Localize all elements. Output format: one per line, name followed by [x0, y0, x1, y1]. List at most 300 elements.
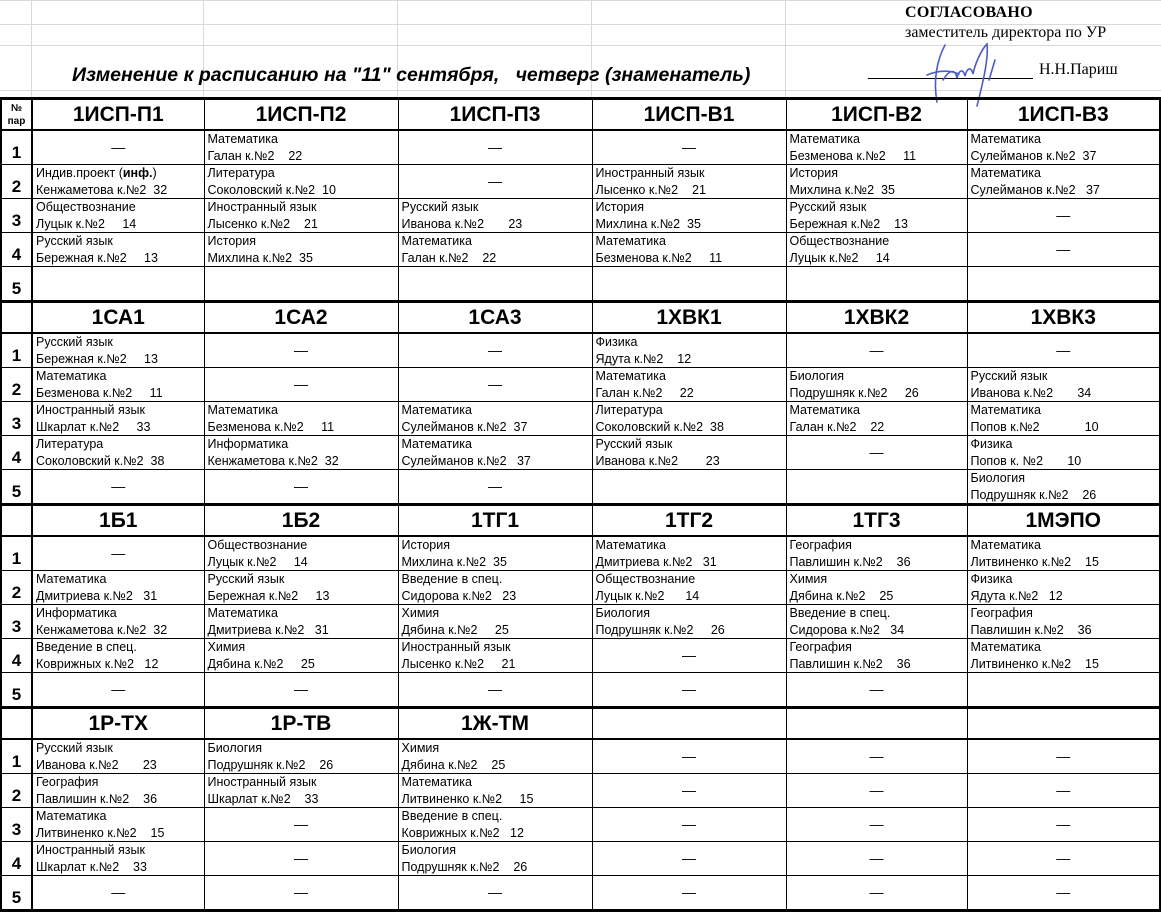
no-lesson-dash: — — [869, 444, 884, 460]
no-lesson-dash: — — [1056, 782, 1071, 798]
lesson-number: 2 — [1, 368, 32, 402]
group-name: 1ИСП-П2 — [204, 99, 398, 131]
lesson-cell — [204, 333, 398, 368]
no-lesson-dash: — — [488, 681, 502, 697]
group-name: 1Р-ТВ — [204, 708, 398, 740]
lesson-row — [1, 402, 1160, 436]
subject-name: Обществознание — [789, 234, 890, 248]
lesson-cell — [967, 673, 1160, 708]
subject-name: Иностранный язык — [595, 166, 705, 180]
subject-name: Математика — [207, 606, 278, 620]
teacher-room: Кенжаметова к.№2 32 — [36, 182, 168, 197]
lesson-cell — [32, 199, 204, 233]
lesson-cell — [204, 673, 398, 708]
teacher-room: Подрушняк к.№2 26 — [789, 385, 919, 400]
lesson-cell — [967, 842, 1160, 876]
teacher-room: Сулейманов к.№2 37 — [970, 182, 1100, 197]
teacher-room: Коврижных к.№2 12 — [401, 825, 524, 840]
lesson-cell — [398, 605, 592, 639]
subject-name: Иностранный язык — [207, 200, 317, 214]
lesson-cell — [398, 876, 592, 911]
no-lesson-dash: — — [294, 342, 308, 358]
lesson-row — [1, 774, 1160, 808]
lesson-cell — [398, 199, 592, 233]
teacher-room: Кенжаметова к.№2 32 — [36, 622, 168, 637]
lesson-cell — [592, 536, 786, 571]
lesson-cell — [786, 333, 967, 368]
teacher-room: Михлина к.№2 35 — [207, 250, 313, 265]
teacher-room: Галан к.№2 22 — [595, 385, 694, 400]
lesson-cell — [204, 639, 398, 673]
lesson-cell — [592, 605, 786, 639]
lesson-cell — [967, 402, 1160, 436]
lesson-number: 3 — [1, 808, 32, 842]
group-header-row — [1, 708, 1160, 740]
subject-name: Математика — [595, 369, 666, 383]
lesson-cell — [204, 165, 398, 199]
group-name: 1СА1 — [32, 302, 204, 334]
teacher-room: Подрушняк к.№2 26 — [401, 859, 528, 874]
teacher-room: Безменова к.№2 11 — [207, 419, 335, 434]
group-name — [592, 708, 786, 740]
group-name: 1Ж-ТМ — [398, 708, 592, 740]
lesson-cell — [398, 267, 592, 302]
subject-name: Введение в спец. — [36, 640, 137, 654]
group-name — [786, 708, 967, 740]
lesson-number: 3 — [1, 605, 32, 639]
lesson-cell — [398, 470, 592, 505]
lesson-cell — [398, 639, 592, 673]
lesson-cell — [967, 739, 1160, 774]
lesson-cell — [32, 368, 204, 402]
subject-name: Введение в спец. — [789, 606, 891, 620]
lesson-row — [1, 333, 1160, 368]
pair-label: пар — [7, 115, 26, 127]
group-name — [967, 708, 1160, 740]
gridline — [31, 0, 32, 97]
no-lesson-dash: — — [294, 850, 308, 866]
lesson-cell — [967, 774, 1160, 808]
subject-name: История — [207, 234, 256, 248]
subject-name: Иностранный язык — [36, 843, 145, 857]
lesson-cell — [967, 233, 1160, 267]
subject-bold-text: инф. — [122, 166, 153, 180]
page-title: Изменение к расписанию на "11" сентября, четверг (знаменатель) — [72, 64, 751, 86]
no-lesson-dash: — — [294, 376, 308, 392]
subject-name: Иностранный язык — [207, 775, 317, 789]
lesson-number: 5 — [1, 470, 32, 505]
teacher-room: Бережная к.№2 13 — [207, 588, 330, 603]
lesson-cell — [592, 368, 786, 402]
subject-name: Биология — [789, 369, 845, 383]
lesson-cell — [786, 605, 967, 639]
lesson-cell — [967, 199, 1160, 233]
no-lesson-dash: — — [111, 884, 126, 900]
lesson-cell — [786, 436, 967, 470]
lesson-cell — [592, 639, 786, 673]
no-lesson-dash: — — [869, 342, 884, 358]
no-lesson-dash: — — [488, 376, 502, 392]
teacher-room: Галан к.№2 22 — [207, 148, 303, 163]
lesson-number: 4 — [1, 639, 32, 673]
teacher-room: Безменова к.№2 11 — [595, 250, 723, 265]
lesson-number: 2 — [1, 571, 32, 605]
group-name: 1ТГ1 — [398, 505, 592, 537]
lesson-row — [1, 267, 1160, 302]
subject-name: Обществознание — [595, 572, 696, 586]
subject-name: География — [970, 606, 1033, 620]
lesson-cell — [967, 130, 1160, 165]
teacher-room: Луцык к.№2 14 — [36, 216, 137, 231]
lesson-cell — [786, 536, 967, 571]
subject-name: Математика — [970, 166, 1041, 180]
teacher-room: Литвиненко к.№2 15 — [401, 791, 534, 806]
lesson-cell — [786, 774, 967, 808]
subject-name: Биология — [207, 741, 263, 755]
lesson-number: 1 — [1, 739, 32, 774]
lesson-cell — [32, 808, 204, 842]
lesson-cell — [204, 470, 398, 505]
teacher-room: Кенжаметова к.№2 32 — [207, 453, 339, 468]
no-lesson-dash: — — [111, 478, 126, 494]
lesson-number: 1 — [1, 536, 32, 571]
teacher-room: Сидорова к.№2 23 — [401, 588, 517, 603]
lesson-cell — [32, 536, 204, 571]
lesson-number: 3 — [1, 199, 32, 233]
lesson-cell — [967, 333, 1160, 368]
lesson-cell — [786, 571, 967, 605]
lesson-row — [1, 808, 1160, 842]
lesson-cell — [592, 199, 786, 233]
lesson-cell — [204, 739, 398, 774]
teacher-room: Павлишин к.№2 36 — [789, 554, 911, 569]
subject-name: География — [36, 775, 99, 789]
lesson-row — [1, 571, 1160, 605]
no-lesson-dash: — — [1056, 748, 1071, 764]
teacher-room: Павлишин к.№2 36 — [789, 656, 911, 671]
group-name: 1ИСП-П3 — [398, 99, 592, 131]
subject-name: Введение в спец. — [401, 809, 503, 823]
group-header-row — [1, 505, 1160, 537]
subject-name: Математика — [789, 132, 860, 146]
lesson-cell — [786, 130, 967, 165]
teacher-room: Бережная к.№2 13 — [36, 250, 158, 265]
lesson-cell — [592, 571, 786, 605]
lesson-cell — [32, 639, 204, 673]
subject-text: Индив.проект ( — [36, 166, 123, 180]
subject-name: Математика — [36, 809, 107, 823]
no-lesson-dash: — — [682, 748, 696, 764]
teacher-room: Дябина к.№2 25 — [207, 656, 315, 671]
lesson-cell — [204, 774, 398, 808]
teacher-room: Дмитриева к.№2 31 — [36, 588, 158, 603]
group-name: 1Б2 — [204, 505, 398, 537]
lesson-number-header — [1, 505, 32, 537]
teacher-room: Луцык к.№2 14 — [595, 588, 700, 603]
lesson-cell — [786, 402, 967, 436]
subject-text-end: ) — [152, 166, 157, 180]
teacher-room: Шкарлат к.№2 33 — [36, 859, 147, 874]
no-lesson-dash: — — [111, 545, 126, 561]
lesson-cell — [32, 165, 204, 199]
teacher-room: Лысенко к.№2 21 — [207, 216, 318, 231]
group-name: 1ИСП-П1 — [32, 99, 204, 131]
lesson-cell — [398, 368, 592, 402]
lesson-row — [1, 368, 1160, 402]
teacher-room: Михлина к.№2 35 — [401, 554, 507, 569]
approver-name: Н.Н.Париш — [1039, 61, 1118, 78]
subject-name: Физика — [595, 335, 638, 349]
teacher-room: Галан к.№2 22 — [789, 419, 885, 434]
lesson-cell — [786, 739, 967, 774]
lesson-number: 1 — [1, 333, 32, 368]
no-lesson-dash: — — [682, 850, 696, 866]
teacher-room: Шкарлат к.№2 33 — [36, 419, 151, 434]
teacher-room: Соколовский к.№2 38 — [595, 419, 724, 434]
teacher-room: Коврижных к.№2 12 — [36, 656, 159, 671]
group-name: 1СА3 — [398, 302, 592, 334]
teacher-room: Лысенко к.№2 21 — [595, 182, 706, 197]
teacher-room: Шкарлат к.№2 33 — [207, 791, 319, 806]
group-name: 1ИСП-В3 — [967, 99, 1160, 131]
lesson-cell — [786, 199, 967, 233]
lesson-cell — [204, 233, 398, 267]
subject-name: Биология — [595, 606, 651, 620]
lesson-row — [1, 199, 1160, 233]
no-lesson-dash: — — [488, 884, 502, 900]
subject-name — [33, 165, 204, 182]
lesson-cell — [967, 470, 1160, 505]
teacher-room: Соколовский к.№2 38 — [36, 453, 165, 468]
group-name: 1ХВК1 — [592, 302, 786, 334]
lesson-cell — [967, 436, 1160, 470]
lesson-cell — [398, 436, 592, 470]
lesson-cell — [967, 368, 1160, 402]
lesson-cell — [592, 842, 786, 876]
lesson-cell — [398, 130, 592, 165]
lesson-cell — [204, 267, 398, 302]
lesson-cell — [398, 673, 592, 708]
subject-name: Русский язык — [36, 335, 113, 349]
lesson-cell — [592, 876, 786, 911]
subject-name: Математика — [970, 538, 1041, 552]
lesson-cell — [398, 165, 592, 199]
subject-name: Введение в спец. — [401, 572, 503, 586]
lesson-number: 4 — [1, 233, 32, 267]
lesson-cell — [592, 233, 786, 267]
subject-name: Математика — [36, 572, 107, 586]
lesson-cell — [204, 368, 398, 402]
lesson-cell — [398, 774, 592, 808]
lesson-number-header — [1, 302, 32, 334]
group-header-row — [1, 99, 1160, 131]
lesson-cell — [592, 436, 786, 470]
lesson-number: 5 — [1, 673, 32, 708]
lesson-cell — [967, 605, 1160, 639]
lesson-cell — [967, 165, 1160, 199]
lesson-cell — [204, 842, 398, 876]
subject-name: Математика — [595, 234, 666, 248]
no-lesson-dash: — — [294, 681, 308, 697]
lesson-cell — [967, 267, 1160, 302]
lesson-cell — [32, 673, 204, 708]
lesson-number: 5 — [1, 876, 32, 911]
teacher-room: Дябина к.№2 25 — [789, 588, 894, 603]
group-name: 1ИСП-В1 — [592, 99, 786, 131]
teacher-room: Дмитриева к.№2 31 — [207, 622, 329, 637]
lesson-number: 1 — [1, 130, 32, 165]
lesson-cell — [592, 808, 786, 842]
lesson-cell — [398, 842, 592, 876]
subject-name: Математика — [207, 132, 278, 146]
lesson-row — [1, 130, 1160, 165]
lesson-cell — [32, 267, 204, 302]
lesson-cell — [786, 470, 967, 505]
lesson-row — [1, 233, 1160, 267]
lesson-cell — [32, 605, 204, 639]
teacher-room: Ядута к.№2 12 — [970, 588, 1063, 603]
subject-name: Обществознание — [207, 538, 308, 552]
lesson-cell — [32, 436, 204, 470]
no-lesson-dash: — — [294, 816, 308, 832]
no-lesson-dash: — — [488, 173, 502, 189]
lesson-cell — [592, 267, 786, 302]
lesson-number: 4 — [1, 842, 32, 876]
subject-name: Математика — [970, 132, 1041, 146]
teacher-room: Сулейманов к.№2 37 — [401, 419, 528, 434]
no-lesson-dash: — — [488, 139, 502, 155]
teacher-room: Соколовский к.№2 10 — [207, 182, 336, 197]
no-lesson-dash: — — [869, 748, 884, 764]
lesson-row — [1, 165, 1160, 199]
lesson-cell — [32, 233, 204, 267]
group-name: 1ИСП-В2 — [786, 99, 967, 131]
group-name: 1ТГ2 — [592, 505, 786, 537]
lesson-cell — [592, 333, 786, 368]
lesson-cell — [32, 774, 204, 808]
lesson-row — [1, 436, 1160, 470]
teacher-room: Сидорова к.№2 34 — [789, 622, 905, 637]
no-lesson-dash: — — [1056, 241, 1071, 257]
group-name: 1СА2 — [204, 302, 398, 334]
lesson-number: 4 — [1, 436, 32, 470]
teacher-room: Иванова к.№2 34 — [970, 385, 1092, 400]
no-lesson-dash: — — [682, 782, 696, 798]
subject-name: Русский язык — [36, 741, 113, 755]
no-lesson-dash: — — [488, 478, 502, 494]
teacher-room: Ядута к.№2 12 — [595, 351, 692, 366]
subject-name: Химия — [401, 741, 440, 755]
group-name: 1ХВК3 — [967, 302, 1160, 334]
group-name: 1ХВК2 — [786, 302, 967, 334]
lesson-row — [1, 470, 1160, 505]
subject-name: Математика — [207, 403, 278, 417]
subject-name: Русский язык — [595, 437, 673, 451]
subject-name: История — [595, 200, 644, 214]
subject-name: Литература — [207, 166, 275, 180]
subject-name: Химия — [207, 640, 246, 654]
teacher-room: Михлина к.№2 35 — [595, 216, 701, 231]
lesson-cell — [204, 571, 398, 605]
teacher-room: Попов к. №2 10 — [970, 453, 1082, 468]
group-name: 1МЭПО — [967, 505, 1160, 537]
teacher-room: Литвиненко к.№2 15 — [970, 656, 1099, 671]
no-lesson-dash: — — [294, 884, 308, 900]
lesson-cell — [592, 470, 786, 505]
lesson-cell — [204, 130, 398, 165]
lesson-number: 2 — [1, 165, 32, 199]
lesson-cell — [204, 199, 398, 233]
no-lesson-dash: — — [869, 782, 884, 798]
lesson-cell — [398, 402, 592, 436]
lesson-cell — [967, 808, 1160, 842]
lesson-row — [1, 842, 1160, 876]
lesson-row — [1, 639, 1160, 673]
no-lesson-dash: — — [111, 139, 126, 155]
lesson-cell — [204, 536, 398, 571]
subject-name: Математика — [401, 403, 472, 417]
teacher-room: Безменова к.№2 11 — [789, 148, 917, 163]
lesson-cell — [398, 536, 592, 571]
no-lesson-dash: — — [1056, 207, 1071, 223]
no-lesson-dash: — — [1056, 850, 1071, 866]
lesson-cell — [967, 639, 1160, 673]
teacher-room: Безменова к.№2 11 — [36, 385, 163, 400]
lesson-cell — [592, 774, 786, 808]
subject-name: Химия — [789, 572, 828, 586]
teacher-room: Михлина к.№2 35 — [789, 182, 895, 197]
teacher-room: Дмитриева к.№2 31 — [595, 554, 717, 569]
lesson-cell — [786, 673, 967, 708]
lesson-cell — [786, 876, 967, 911]
no-lesson-dash: — — [682, 647, 696, 663]
teacher-room: Луцык к.№2 14 — [207, 554, 308, 569]
subject-name: Русский язык — [36, 234, 113, 248]
lesson-cell — [32, 876, 204, 911]
teacher-room: Литвиненко к.№2 15 — [36, 825, 165, 840]
teacher-room: Дябина к.№2 25 — [401, 757, 506, 772]
subject-name: Литература — [36, 437, 104, 451]
lesson-number: 5 — [1, 267, 32, 302]
lesson-cell — [32, 333, 204, 368]
lesson-cell — [592, 402, 786, 436]
lesson-cell — [786, 808, 967, 842]
lesson-cell — [32, 470, 204, 505]
no-lesson-dash: — — [1056, 884, 1071, 900]
no-lesson-dash: — — [682, 681, 696, 697]
no-lesson-dash: — — [1056, 816, 1071, 832]
lesson-cell — [204, 876, 398, 911]
subject-name: История — [401, 538, 450, 552]
teacher-room: Подрушняк к.№2 26 — [970, 487, 1097, 502]
no-lesson-dash: — — [682, 816, 696, 832]
subject-name: Математика — [36, 369, 107, 383]
lesson-cell — [592, 673, 786, 708]
subject-name: Биология — [401, 843, 457, 857]
subject-name: Иностранный язык — [36, 403, 145, 417]
teacher-room: Иванова к.№2 23 — [401, 216, 523, 231]
lesson-cell — [204, 402, 398, 436]
teacher-room: Галан к.№2 22 — [401, 250, 497, 265]
subject-name: Математика — [970, 640, 1041, 654]
lesson-cell — [967, 876, 1160, 911]
teacher-room: Луцык к.№2 14 — [789, 250, 890, 265]
subject-name: Математика — [401, 437, 472, 451]
lesson-cell — [398, 233, 592, 267]
no-lesson-dash: — — [682, 139, 696, 155]
subject-name: География — [789, 538, 852, 552]
subject-name: Русский язык — [970, 369, 1048, 383]
